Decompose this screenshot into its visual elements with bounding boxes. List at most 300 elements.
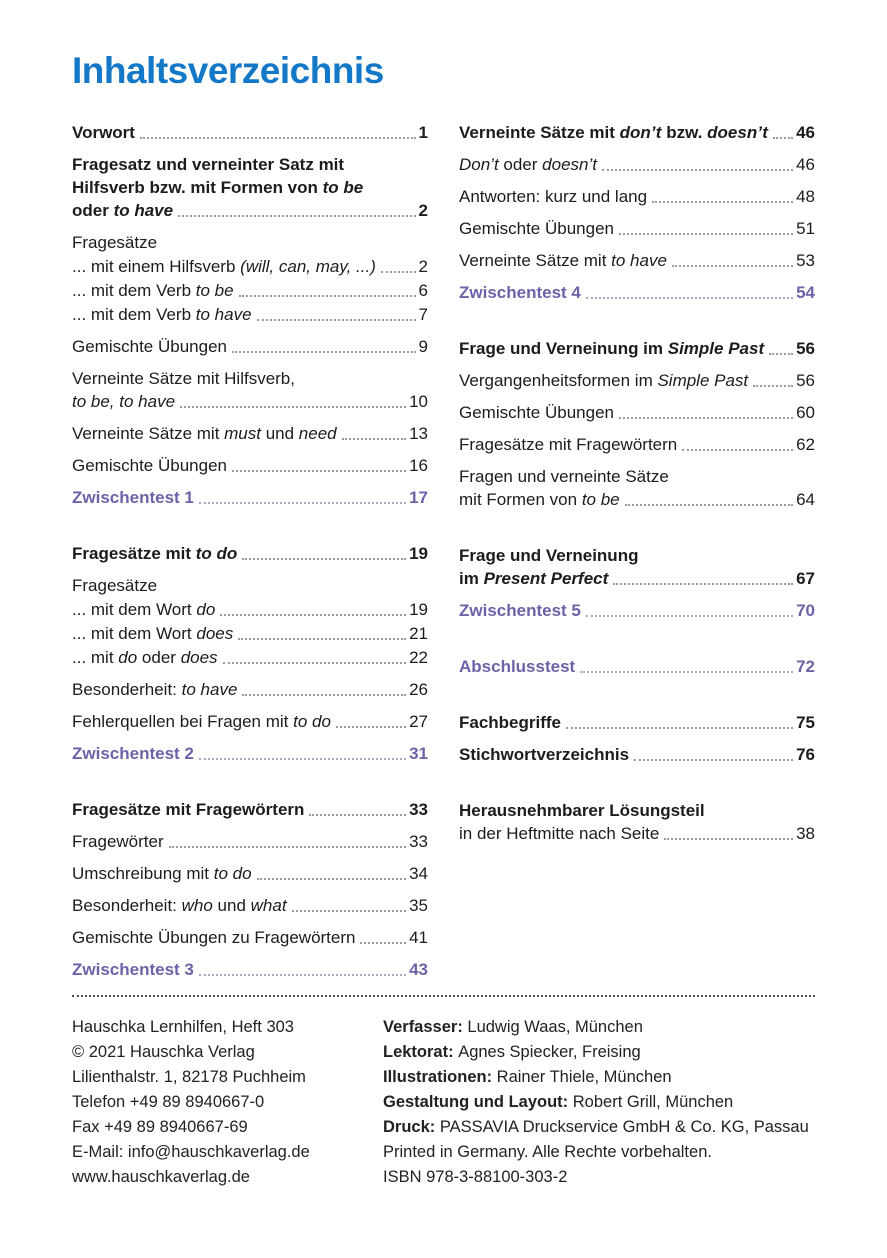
toc-line	[459, 711, 815, 734]
dotted-leader	[178, 215, 415, 217]
toc-line	[72, 542, 428, 565]
dotted-leader	[232, 470, 406, 472]
dotted-leader	[619, 233, 793, 235]
toc-entry	[459, 655, 815, 678]
toc-entry	[459, 743, 815, 766]
toc-line	[72, 303, 428, 326]
imprint-label: Illustrationen:	[383, 1068, 497, 1086]
toc-page-number: 33	[409, 800, 428, 819]
toc-text-segment: Don’t	[459, 155, 499, 174]
toc-page-number: 54	[796, 283, 815, 302]
toc-page-number: 22	[409, 648, 428, 667]
toc-entry-text	[72, 646, 218, 669]
imprint-line: Verfasser: Ludwig Waas, München	[383, 1018, 643, 1036]
toc-text-segment: don’t	[619, 123, 662, 142]
toc-text-segment: im	[459, 569, 484, 588]
toc-text-segment: Vorwort	[72, 123, 135, 142]
dotted-leader	[602, 169, 793, 171]
toc-page-number: 56	[796, 371, 815, 390]
toc-entry	[72, 894, 428, 917]
toc-page-number: 2	[418, 201, 428, 220]
toc-line	[459, 281, 815, 304]
toc-line	[459, 121, 815, 144]
toc-text-segment: Simple Past	[667, 339, 765, 358]
dotted-leader	[220, 614, 406, 616]
toc-entry-text	[72, 542, 237, 565]
dotted-leader	[180, 406, 406, 408]
toc-text-segment: to be, to have	[72, 392, 176, 411]
toc-text-segment: to have	[181, 680, 238, 699]
toc-line	[72, 199, 428, 222]
toc-line	[459, 337, 815, 360]
toc-text-segment: to have	[611, 251, 667, 270]
toc-line	[72, 176, 428, 199]
dotted-leader	[625, 504, 793, 506]
toc-line	[72, 678, 428, 701]
imprint-credits-block	[383, 1015, 815, 1190]
toc-line	[72, 830, 428, 853]
toc-text-segment: Zwischentest 5	[459, 601, 581, 620]
toc-entry-text	[72, 303, 252, 326]
dotted-leader	[238, 638, 406, 640]
toc-text-segment: Besonderheit:	[72, 680, 182, 699]
toc-entry	[72, 598, 428, 621]
toc-line	[72, 742, 428, 765]
toc-entry	[72, 486, 428, 509]
imprint-line: Printed in Germany. Alle Rechte vorbehalten.	[383, 1143, 712, 1161]
toc-entry-text	[459, 465, 669, 488]
toc-column-left	[72, 112, 428, 981]
toc-entry	[459, 544, 815, 590]
toc-line	[459, 433, 815, 456]
toc-entry	[72, 926, 428, 949]
toc-text-segment: do	[118, 648, 138, 667]
toc-entry	[72, 153, 428, 222]
toc-text-segment: Vergangenheitsformen im	[459, 371, 658, 390]
toc-text-segment: Verneinte Sätze mit	[459, 251, 612, 270]
toc-line	[72, 279, 428, 302]
toc-page-number: 60	[796, 403, 815, 422]
toc-text-segment: Gemischte Übungen	[72, 337, 227, 356]
toc-entry-text	[72, 598, 215, 621]
toc-text-segment: oder	[498, 155, 543, 174]
toc-entry	[72, 678, 428, 701]
toc-entry-text	[72, 710, 331, 733]
toc-page-number: 64	[796, 490, 815, 509]
toc-entry-text	[72, 255, 376, 278]
toc-entry	[72, 121, 428, 144]
toc-text-segment: ... mit einem Hilfsverb	[72, 257, 241, 276]
dotted-leader	[682, 449, 793, 451]
toc-page-number: 21	[409, 624, 428, 643]
toc-text-segment: Hilfsverb bzw. mit Formen von	[72, 178, 323, 197]
toc-line	[72, 335, 428, 358]
toc-text-segment: Fragen und verneinte Sätze	[459, 467, 669, 486]
toc-page-number: 7	[418, 305, 428, 324]
toc-line	[72, 121, 428, 144]
toc-line	[72, 454, 428, 477]
toc-text-segment: to do	[195, 544, 238, 563]
toc-text-segment: do	[196, 600, 216, 619]
toc-text-segment: Fragesätze mit Fragewörtern	[72, 800, 305, 819]
imprint-line: Hauschka Lernhilfen, Heft 303	[72, 1018, 294, 1036]
toc-page-number: 38	[796, 824, 815, 843]
toc-text-segment: Frage und Verneinung	[459, 546, 639, 565]
dotted-leader	[753, 385, 793, 387]
toc-page-number: 56	[796, 339, 815, 358]
imprint-label: Druck:	[383, 1118, 440, 1136]
toc-text-segment: to be	[195, 281, 234, 300]
toc-entry-text	[72, 279, 234, 302]
dotted-leader	[586, 615, 793, 617]
toc-entry	[72, 422, 428, 445]
toc-line	[72, 862, 428, 885]
toc-page-number: 27	[409, 712, 428, 731]
toc-text-segment: to be	[581, 490, 620, 509]
toc-page-number: 62	[796, 435, 815, 454]
toc-text-segment: Umschreibung mit	[72, 864, 214, 883]
imprint-line: Illustrationen: Rainer Thiele, München	[383, 1068, 672, 1086]
toc-line	[72, 798, 428, 821]
toc-line	[72, 486, 428, 509]
toc-entry	[459, 433, 815, 456]
toc-entry-text	[72, 153, 344, 176]
toc-entry-text	[72, 121, 135, 144]
page-title: Inhaltsverzeichnis	[72, 50, 384, 91]
toc-page-number: 48	[796, 187, 815, 206]
toc-text-segment: in der Heftmitte nach Seite	[459, 824, 660, 843]
toc-line	[459, 743, 815, 766]
toc-entry	[72, 958, 428, 981]
toc-text-segment: Zwischentest 2	[72, 744, 194, 763]
toc-entry	[459, 121, 815, 144]
toc-page-number: 72	[796, 657, 815, 676]
dotted-leader	[664, 838, 793, 840]
toc-entry-text	[459, 544, 638, 567]
toc-text-segment: Frage und Verneinung im	[459, 339, 668, 358]
toc-line	[459, 217, 815, 240]
toc-line	[459, 599, 815, 622]
toc-entry	[459, 249, 815, 272]
toc-entry	[459, 337, 815, 360]
dotted-leader	[566, 727, 793, 729]
dotted-leader	[586, 297, 793, 299]
toc-entry-text	[459, 488, 620, 511]
dotted-leader	[257, 878, 407, 880]
toc-text-segment: Zwischentest 4	[459, 283, 581, 302]
toc-entry	[72, 646, 428, 669]
toc-page-number: 19	[409, 600, 428, 619]
toc-entry	[72, 231, 428, 254]
toc-text-segment: ... mit dem Wort	[72, 624, 197, 643]
toc-line	[459, 822, 815, 845]
toc-entry	[72, 798, 428, 821]
toc-page-number: 9	[418, 337, 428, 356]
toc-text-segment: Fachbegriffe	[459, 713, 562, 732]
toc-text-segment: Zwischentest 3	[72, 960, 194, 979]
imprint-line: E-Mail: info@hauschkaverlag.de	[72, 1143, 310, 1161]
dotted-leader	[199, 758, 406, 760]
toc-line	[72, 646, 428, 669]
toc-text-segment: Fragesätze	[72, 576, 158, 595]
footer-divider	[72, 995, 815, 997]
toc-entry	[72, 574, 428, 597]
toc-entry-text	[72, 862, 252, 885]
toc-line	[72, 894, 428, 917]
toc-text-segment: Zwischentest 1	[72, 488, 194, 507]
toc-page-number: 67	[796, 569, 815, 588]
toc-text-segment: does	[180, 648, 218, 667]
toc-page-number: 1	[418, 123, 428, 142]
dotted-leader	[242, 558, 406, 560]
toc-text-segment: Gemischte Übungen	[459, 219, 614, 238]
toc-line	[459, 567, 815, 590]
toc-entry	[72, 303, 428, 326]
toc-text-segment: Simple Past	[657, 371, 749, 390]
toc-page-number: 16	[409, 456, 428, 475]
toc-page-number: 76	[796, 745, 815, 764]
toc-text-segment: doesn’t	[542, 155, 597, 174]
dotted-leader	[769, 353, 793, 355]
toc-text-segment: Gemischte Übungen	[72, 456, 227, 475]
dotted-leader	[580, 671, 793, 673]
toc-entry-text	[72, 742, 194, 765]
toc-entry	[72, 279, 428, 302]
toc-entry-text	[459, 249, 667, 272]
toc-text-segment: Stichwortverzeichnis	[459, 745, 630, 764]
dotted-leader	[773, 137, 793, 139]
toc-text-segment: ... mit dem Verb	[72, 305, 196, 324]
toc-text-segment: (will, can, may, ...)	[240, 257, 376, 276]
toc-text-segment: Herausnehmbarer Lösungsteil	[459, 801, 705, 820]
toc-entry	[72, 742, 428, 765]
toc-entry-text	[459, 401, 614, 424]
toc-line	[72, 390, 428, 413]
toc-text-segment: does	[196, 624, 234, 643]
toc-text-segment: oder	[137, 648, 181, 667]
toc-text-segment: what	[250, 896, 287, 915]
toc-page-number: 26	[409, 680, 428, 699]
dotted-leader	[360, 942, 406, 944]
toc-entry	[72, 830, 428, 853]
toc-text-segment: Antworten: kurz und lang	[459, 187, 648, 206]
imprint-line: © 2021 Hauschka Verlag	[72, 1043, 255, 1061]
imprint-line: Fax +49 89 8940667-69	[72, 1118, 248, 1136]
toc-entry	[459, 281, 815, 304]
toc-line	[459, 655, 815, 678]
toc-columns	[72, 112, 815, 981]
toc-text-segment: to have	[195, 305, 252, 324]
toc-page-number: 6	[418, 281, 428, 300]
toc-page-number: 13	[409, 424, 428, 443]
imprint-line: Lilienthalstr. 1, 82178 Puchheim	[72, 1068, 306, 1086]
toc-entry-text	[72, 199, 173, 222]
toc-page-number: 35	[409, 896, 428, 915]
toc-text-segment: bzw.	[661, 123, 708, 142]
toc-text-segment: who	[181, 896, 213, 915]
toc-page-number: 46	[796, 155, 815, 174]
toc-entry	[72, 710, 428, 733]
dotted-leader	[634, 759, 793, 761]
dotted-leader	[381, 271, 416, 273]
toc-text-segment: Fragewörter	[72, 832, 164, 851]
toc-text-segment: und	[260, 424, 299, 443]
dotted-leader	[223, 662, 407, 664]
imprint-line: ISBN 978-3-88100-303-2	[383, 1168, 568, 1186]
toc-line	[459, 153, 815, 176]
toc-line	[459, 185, 815, 208]
dotted-leader	[336, 726, 406, 728]
toc-column-right	[459, 112, 815, 845]
toc-entry-text	[459, 799, 705, 822]
toc-text-segment: need	[298, 424, 337, 443]
toc-text-segment: Abschlusstest	[459, 657, 576, 676]
toc-text-segment: Fragesätze	[72, 233, 158, 252]
toc-text-segment: doesn’t	[707, 123, 768, 142]
toc-entry-text	[72, 454, 227, 477]
toc-page-number: 33	[409, 832, 428, 851]
toc-line	[72, 574, 428, 597]
imprint-publisher-block	[72, 1015, 383, 1190]
toc-entry-text	[459, 185, 647, 208]
toc-text-segment: Fragesätze mit	[72, 544, 196, 563]
toc-entry	[459, 799, 815, 845]
dotted-leader	[672, 265, 793, 267]
toc-line	[459, 249, 815, 272]
toc-entry-text	[459, 121, 768, 144]
dotted-leader	[613, 583, 793, 585]
toc-entry	[459, 185, 815, 208]
toc-entry	[459, 599, 815, 622]
imprint-label: Lektorat:	[383, 1043, 459, 1061]
toc-entry-text	[459, 567, 608, 590]
toc-text-segment: must	[224, 424, 261, 443]
toc-entry-text	[72, 622, 233, 645]
toc-entry-text	[72, 574, 157, 597]
toc-text-segment: Present Perfect	[483, 569, 609, 588]
toc-line	[72, 926, 428, 949]
imprint-label: Gestaltung und Layout:	[383, 1093, 573, 1111]
toc-entry	[459, 153, 815, 176]
toc-entry-text	[459, 369, 748, 392]
toc-entry	[72, 255, 428, 278]
toc-entry-text	[72, 231, 157, 254]
toc-entry	[72, 367, 428, 413]
toc-text-segment: mit Formen von	[459, 490, 582, 509]
toc-page-number: 53	[796, 251, 815, 270]
toc-line	[459, 799, 815, 822]
toc-text-segment: Fragesatz und verneinter Satz mit	[72, 155, 345, 174]
toc-text-segment: Gemischte Übungen zu Fragewörtern	[72, 928, 356, 947]
toc-entry-text	[72, 390, 175, 413]
toc-text-segment: und	[212, 896, 251, 915]
toc-entry-text	[459, 599, 581, 622]
toc-page-number: 19	[409, 544, 428, 563]
dotted-leader	[619, 417, 793, 419]
toc-entry-text	[459, 433, 677, 456]
toc-entry-text	[72, 958, 194, 981]
dotted-leader	[169, 846, 406, 848]
toc-line	[72, 231, 428, 254]
toc-page-number: 43	[409, 960, 428, 979]
toc-entry-text	[459, 822, 659, 845]
dotted-leader	[342, 438, 406, 440]
toc-entry-text	[72, 422, 337, 445]
toc-entry	[459, 217, 815, 240]
toc-entry-text	[459, 655, 575, 678]
toc-text-segment: to be	[322, 178, 364, 197]
toc-line	[72, 710, 428, 733]
toc-line	[459, 488, 815, 511]
toc-page-number: 70	[796, 601, 815, 620]
toc-text-segment: to do	[293, 712, 331, 731]
toc-entry-text	[72, 176, 363, 199]
toc-line	[459, 401, 815, 424]
toc-line	[72, 598, 428, 621]
toc-entry	[459, 465, 815, 511]
toc-text-segment: to do	[213, 864, 252, 883]
imprint-line: Druck: PASSAVIA Druckservice GmbH & Co. KG, Passau	[383, 1118, 809, 1136]
toc-entry-text	[72, 678, 237, 701]
toc-text-segment: oder	[72, 201, 114, 220]
toc-entry-text	[459, 217, 614, 240]
toc-page-number: 41	[409, 928, 428, 947]
toc-text-segment: Fehlerquellen bei Fragen mit	[72, 712, 294, 731]
toc-entry-text	[72, 367, 295, 390]
toc-text-segment: Fragesätze mit Fragewörtern	[459, 435, 678, 454]
dotted-leader	[140, 137, 416, 139]
dotted-leader	[309, 814, 406, 816]
toc-text-segment: Gemischte Übungen	[459, 403, 614, 422]
toc-entry-text	[72, 798, 304, 821]
toc-page-number: 34	[409, 864, 428, 883]
dotted-leader	[232, 351, 416, 353]
dotted-leader	[652, 201, 793, 203]
toc-entry	[459, 711, 815, 734]
dotted-leader	[199, 502, 406, 504]
toc-entry	[72, 335, 428, 358]
toc-entry-text	[459, 153, 597, 176]
toc-line	[72, 622, 428, 645]
toc-entry-text	[72, 486, 194, 509]
imprint-line: Lektorat: Agnes Spiecker, Freising	[383, 1043, 641, 1061]
toc-entry	[72, 622, 428, 645]
toc-entry-text	[459, 743, 629, 766]
toc-entry-text	[72, 926, 355, 949]
toc-line	[72, 958, 428, 981]
imprint-footer	[72, 1015, 815, 1190]
toc-page-number: 46	[796, 123, 815, 142]
toc-entry-text	[459, 281, 581, 304]
toc-entry-text	[72, 894, 287, 917]
toc-line	[72, 367, 428, 390]
toc-line	[459, 544, 815, 567]
dotted-leader	[199, 974, 406, 976]
toc-entry-text	[72, 335, 227, 358]
toc-line	[72, 422, 428, 445]
toc-text-segment: ... mit dem Verb	[72, 281, 196, 300]
toc-text-segment: ... mit	[72, 648, 119, 667]
toc-text-segment: Verneinte Sätze mit	[459, 123, 620, 142]
toc-page-number: 51	[796, 219, 815, 238]
toc-text-segment: ... mit dem Wort	[72, 600, 197, 619]
toc-line	[459, 465, 815, 488]
toc-page-number: 75	[796, 713, 815, 732]
toc-page-number: 10	[409, 392, 428, 411]
toc-entry	[72, 454, 428, 477]
toc-text-segment: Besonderheit:	[72, 896, 182, 915]
toc-entry-text	[459, 337, 764, 360]
